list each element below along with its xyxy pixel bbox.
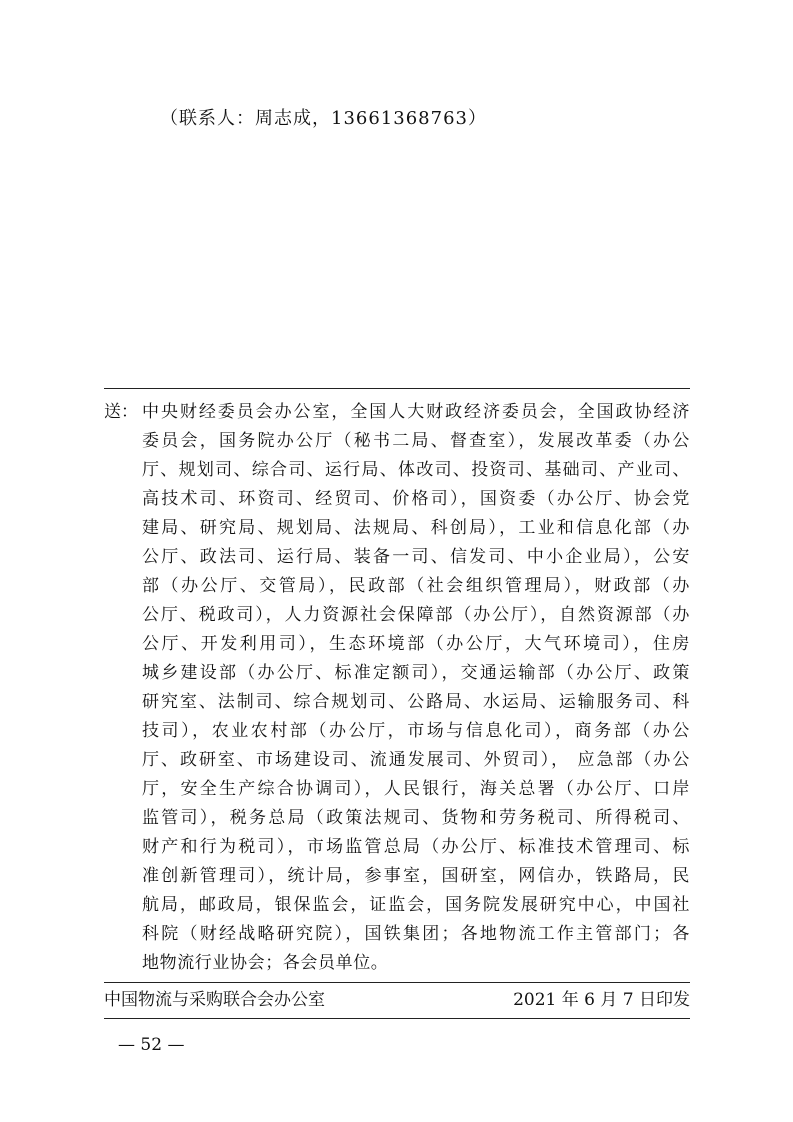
distribution-line: 研究室、法制司、综合规划司、公路局、水运局、运输服务司、科 bbox=[142, 692, 690, 712]
distribution-line: 监管司），税务总局（政策法规司、货物和劳务税司、所得税司、 bbox=[142, 808, 690, 828]
contact-person: （联系人：周志成，13661368763） bbox=[160, 108, 487, 129]
distribution-line: 委员会，国务院办公厅（秘书二局、督查室），发展改革委（办公 bbox=[142, 431, 690, 451]
issue-date: 2021 年 6 月 7 日印发 bbox=[513, 990, 690, 1010]
distribution-line: 高技术司、环资司、经贸司、价格司），国资委（办公厅、协会党 bbox=[142, 489, 690, 509]
distribution-line: 财产和行为税司），市场监管总局（办公厅、标准技术管理司、标 bbox=[142, 837, 690, 857]
page-number: — 52 — bbox=[118, 1035, 185, 1055]
distribution-line: 航局，邮政局，银保监会，证监会，国务院发展研究中心，中国社 bbox=[142, 895, 690, 915]
distribution-line: 厅，安全生产综合协调司），人民银行，海关总署（办公厅、口岸 bbox=[142, 779, 690, 799]
distribution-line: 公厅、政法司、运行局、装备一司、信发司、中小企业局），公安 bbox=[142, 547, 690, 567]
distribution-line: 公厅、开发利用司），生态环境部（办公厅，大气环境司），住房 bbox=[142, 634, 690, 654]
distribution-top-rule bbox=[104, 388, 690, 389]
distribution-label: 送： bbox=[104, 402, 138, 422]
distribution-line: 准创新管理司），统计局，参事室，国研室，网信办，铁路局，民 bbox=[142, 866, 690, 886]
distribution-line: 公厅、税政司），人力资源社会保障部（办公厅），自然资源部（办 bbox=[142, 605, 690, 625]
distribution-line: 厅、政研室、市场建设司、流通发展司、外贸司）， 应急部（办公 bbox=[142, 750, 690, 770]
distribution-line: 技司），农业农村部（办公厅，市场与信息化司），商务部（办公 bbox=[142, 721, 690, 741]
distribution-line: 中央财经委员会办公室，全国人大财政经济委员会，全国政协经济 bbox=[142, 402, 690, 422]
distribution-line: 厅、规划司、综合司、运行局、体改司、投资司、基础司、产业司、 bbox=[142, 460, 690, 480]
distribution-line: 地物流行业协会；各会员单位。 bbox=[142, 953, 389, 973]
distribution-line: 城乡建设部（办公厅、标准定额司），交通运输部（办公厅、政策 bbox=[142, 663, 690, 683]
distribution-list bbox=[142, 398, 690, 978]
distribution-line: 科院（财经战略研究院），国铁集团；各地物流工作主管部门；各 bbox=[142, 924, 690, 944]
footer-bottom-rule bbox=[104, 1018, 690, 1019]
issuing-office: 中国物流与采购联合会办公室 bbox=[104, 990, 325, 1010]
distribution-line: 部（办公厅、交管局），民政部（社会组织管理局），财政部（办 bbox=[142, 576, 690, 596]
footer-top-rule bbox=[104, 982, 690, 983]
distribution-line: 建局、研究局、规划局、法规局、科创局），工业和信息化部（办 bbox=[142, 518, 690, 538]
